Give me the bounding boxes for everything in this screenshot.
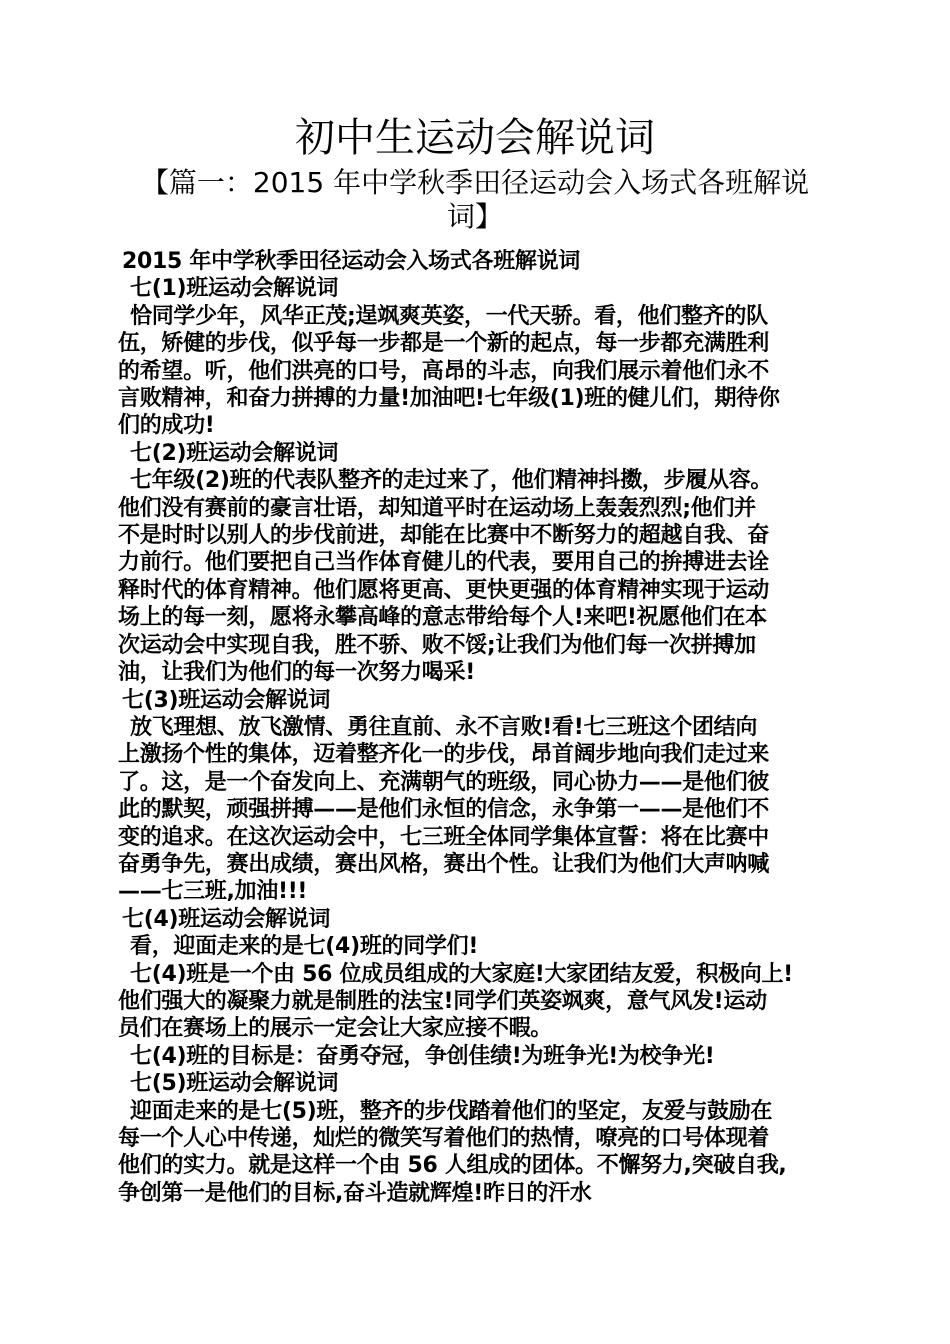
paragraph-line: 七(4)班的目标是：奋勇夺冠，争创佳绩!为班争光!为校争光! (130, 1043, 715, 1069)
paragraph-line: 看，迎面走来的是七(4)班的同学们! (130, 934, 479, 960)
paragraph-line: 放飞理想、放飞激情、勇往直前、永不言败!看!七三班这个团结向 (130, 714, 758, 740)
paragraph-line: 力前行。他们要把自己当作体育健儿的代表，要用自己的拚搏进去诠 (118, 550, 770, 576)
paragraph-line: 他们的实力。就是这样一个由 56 人组成的团体。不懈努力,突破自我, (118, 1153, 787, 1179)
paragraph-line: 员们在赛场上的展示一定会让大家应接不暇。 (118, 1016, 553, 1042)
class-heading: 七(2)班运动会解说词 (130, 440, 339, 466)
paragraph-line: 七(4)班是一个由 56 位成员组成的大家庭!大家团结友爱，积极向上! (130, 961, 793, 987)
paragraph-line: 七年级(2)班的代表队整齐的走过来了，他们精神抖擞，步履从容。 (130, 468, 773, 494)
paragraph-line: 言败精神，和奋力拼搏的力量!加油吧!七年级(1)班的健儿们，期待你 (118, 386, 780, 412)
paragraph-line: 伍，矫健的步伐，似乎每一步都是一个新的起点，每一步都充满胜利 (118, 331, 770, 357)
subtitle-line: 词】 (446, 200, 503, 233)
paragraph-line: 他们没有赛前的豪言壮语，却知道平时在运动场上轰轰烈烈;他们并 (118, 495, 756, 521)
document-subtitle (120, 166, 830, 234)
class-heading: 七(1)班运动会解说词 (130, 276, 339, 302)
paragraph-line: 们的成功! (118, 413, 215, 439)
paragraph-line: ——七三班,加油!!! (118, 879, 308, 905)
paragraph-line: 场上的每一刻，愿将永攀高峰的意志带给每个人!来吧!祝愿他们在本 (118, 605, 767, 631)
paragraph-line: 此的默契，顽强拼搏——是他们永恒的信念，永争第一——是他们不 (118, 797, 770, 823)
class-heading: 七(3)班运动会解说词 (122, 687, 331, 713)
paragraph-line: 次运动会中实现自我，胜不骄、败不馁;让我们为他们每一次拼搏加 (118, 632, 756, 658)
paragraph-line: 释时代的体育精神。他们愿将更高、更快更强的体育精神实现于运动 (118, 577, 770, 603)
paragraph-line: 争创第一是他们的目标,奋斗造就辉煌!昨日的汗水 (118, 1180, 592, 1206)
paragraph-line: 迎面走来的是七(5)班，整齐的步伐踏着他们的坚定，友爱与鼓励在 (130, 1098, 773, 1124)
class-heading: 七(5)班运动会解说词 (130, 1071, 339, 1097)
paragraph-line: 变的追求。在这次运动会中，七三班全体同学集体宣誓：将在比赛中 (118, 824, 770, 850)
paragraph-line: 每一个人心中传递，灿烂的微笑写着他们的热情，嘹亮的口号体现着 (118, 1126, 770, 1151)
paragraph-line: 了。这，是一个奋发向上、充满朝气的班级，同心协力——是他们彼 (118, 769, 770, 795)
paragraph-line: 的希望。听，他们洪亮的口号，高昂的斗志，向我们展示着他们永不 (118, 358, 770, 384)
paragraph-line: 他们强大的凝聚力就是制胜的法宝!同学们英姿飒爽，意气风发!运动 (118, 988, 767, 1014)
section-heading: 2015 年中学秋季田径运动会入场式各班解说词 (122, 249, 580, 274)
paragraph-line: 恰同学少年，风华正茂;逞飒爽英姿，一代天骄。看，他们整齐的队 (130, 303, 768, 329)
paragraph-line: 不是时时以别人的步伐前进，却能在比赛中不断努力的超越自我、奋 (118, 523, 770, 549)
paragraph-line: 油，让我们为他们的每一次努力喝采! (118, 660, 475, 686)
document-body (118, 248, 840, 1207)
subtitle-line: 【篇一：2015 年中学秋季田径运动会入场式各班解说 (140, 166, 810, 199)
class-heading: 七(4)班运动会解说词 (122, 906, 331, 932)
document-title: 初中生运动会解说词 (295, 115, 655, 161)
paragraph-line: 上激扬个性的集体，迈着整齐化一的步伐，昂首阔步地向我们走过来 (118, 742, 770, 768)
paragraph-line: 奋勇争先，赛出成绩，赛出风格，赛出个性。让我们为他们大声呐喊 (118, 851, 770, 877)
